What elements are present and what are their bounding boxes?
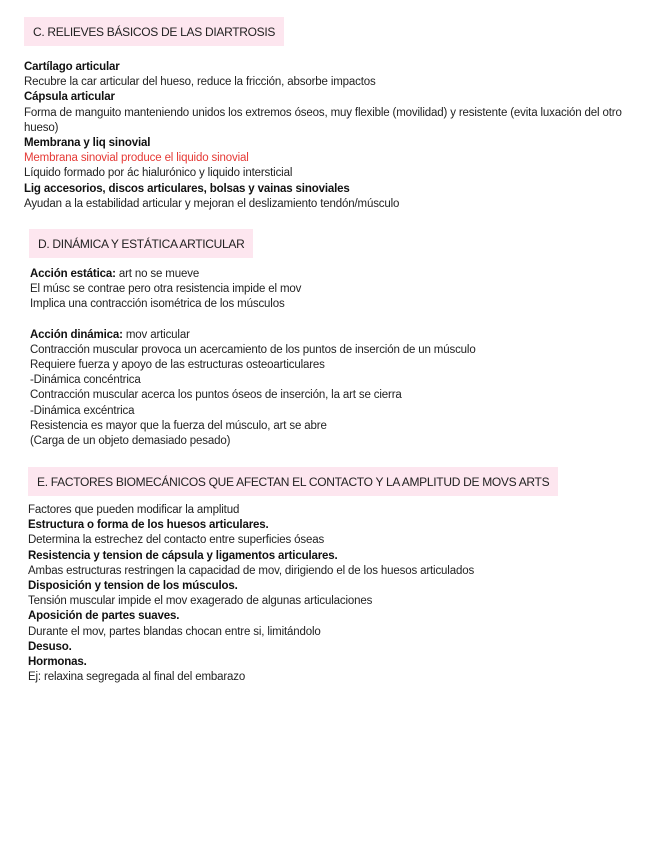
text-line: El músc se contrae pero otra resistencia impide el mov <box>30 283 302 296</box>
text-line: Ayudan a la estabilidad articular y mejoran el deslizamiento tendón/músculo <box>24 197 400 210</box>
subheading-cartilago: Cartílago articular <box>24 61 120 73</box>
subheading-hormonas: Hormonas. <box>28 656 87 669</box>
section-e-heading: E. FACTORES BIOMECÁNICOS QUE AFECTAN EL CONTACTO Y LA AMPLITUD DE MOVS ARTS <box>28 467 558 496</box>
text-line <box>30 267 632 282</box>
text-line: Forma de manguito manteniendo unidos los extremos óseos, muy flexible (movilidad) y resistente (evita luxación del otro hueso) <box>24 106 622 134</box>
section-e-body <box>28 503 632 685</box>
text-line: Resistencia es mayor que la fuerza del músculo, art se abre <box>30 419 327 432</box>
term-definition: mov articular <box>122 328 190 341</box>
text-line: -Dinámica concéntrica <box>30 374 141 387</box>
subheading-resistencia: Resistencia y tension de cápsula y ligamentos articulares. <box>28 549 338 562</box>
section-c-heading: C. RELIEVES BÁSICOS DE LAS DIARTROSIS <box>24 17 284 46</box>
text-line: Determina la estrechez del contacto entre superficies óseas <box>28 534 325 547</box>
term-accion-estatica: Acción estática: <box>30 268 116 280</box>
text-line: Factores que pueden modificar la amplitud <box>28 504 240 516</box>
text-line: Contracción muscular provoca un acercamiento de los puntos de inserción de un músculo <box>30 343 476 356</box>
text-line: Ej: relaxina segregada al final del embarazo <box>28 671 246 684</box>
term-accion-dinamica: Acción dinámica: <box>30 328 123 341</box>
subheading-capsula: Cápsula articular <box>24 91 115 104</box>
spacer <box>30 313 632 328</box>
text-line: -Dinámica excéntrica <box>30 404 135 417</box>
term-definition: art no se mueve <box>115 268 200 280</box>
subheading-lig-accesorios: Lig accesorios, discos articulares, bolsas y vainas sinoviales <box>24 182 350 195</box>
highlighted-text-line: Membrana sinovial produce el liquido sinovial <box>24 152 249 165</box>
section-c-body <box>24 60 632 212</box>
text-line: (Carga de un objeto demasiado pesado) <box>30 435 231 448</box>
text-line: Recubre la car articular del hueso, reduce la fricción, absorbe impactos <box>24 76 376 89</box>
subheading-estructura: Estructura o forma de los huesos articulares. <box>28 519 269 532</box>
text-line: Líquido formado por ác hialurónico y liquido intersticial <box>24 167 293 180</box>
text-line: Contracción muscular acerca los puntos óseos de inserción, la art se cierra <box>30 389 402 402</box>
text-line: Tensión muscular impide el mov exagerado de algunas articulaciones <box>28 595 373 608</box>
text-line: Ambas estructuras restringen la capacidad de mov, dirigiendo el de los huesos articulados <box>28 564 475 577</box>
section-d-body <box>30 267 632 449</box>
text-line: Requiere fuerza y apoyo de las estructuras osteoarticulares <box>30 359 325 372</box>
text-line: Implica una contracción isométrica de los músculos <box>30 298 285 311</box>
section-d-heading: D. DINÁMICA Y ESTÁTICA ARTICULAR <box>29 229 253 258</box>
subheading-membrana: Membrana y liq sinovial <box>24 137 151 150</box>
subheading-desuso: Desuso. <box>28 640 72 653</box>
subheading-aposicion: Aposición de partes suaves. <box>28 610 180 623</box>
text-line <box>30 328 632 343</box>
subheading-disposicion: Disposición y tension de los músculos. <box>28 580 238 593</box>
text-line: Durante el mov, partes blandas chocan entre si, limitándolo <box>28 625 321 638</box>
